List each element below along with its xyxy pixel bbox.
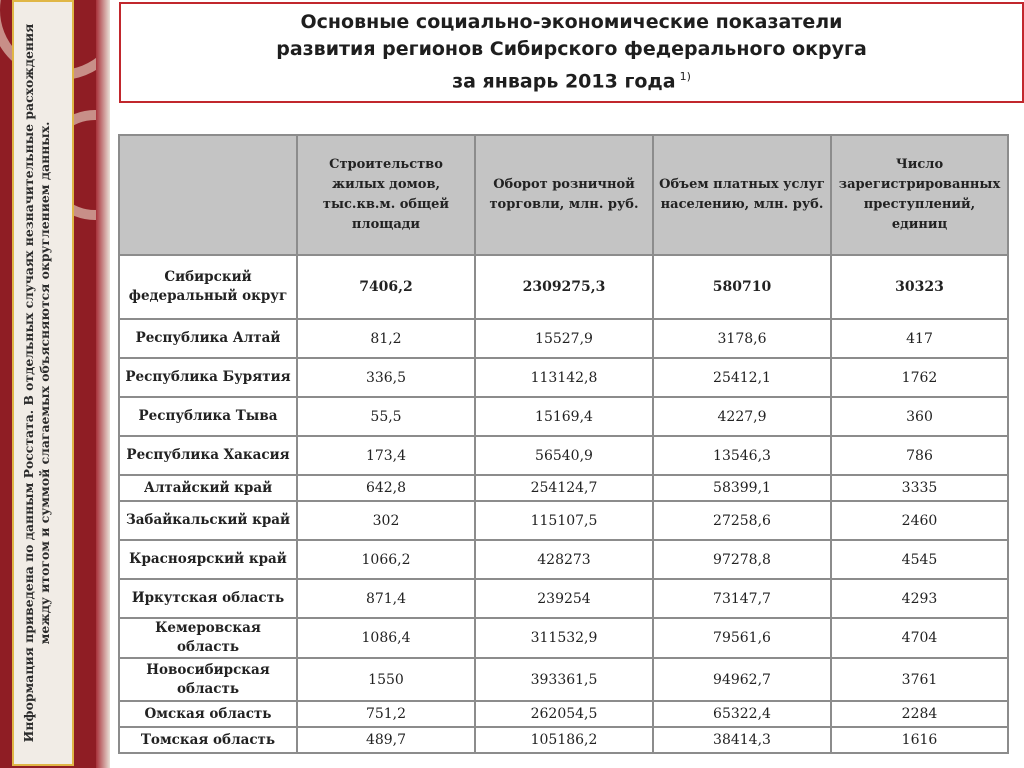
table-row	[119, 727, 1008, 753]
left-decorative-band	[0, 0, 110, 768]
header-housing: Строительство жилых домов, тыс.кв.м. общей площади	[297, 135, 475, 255]
region-name-cell: Республика Алтай	[119, 319, 297, 358]
region-name-cell: Сибирский федеральный округ	[119, 255, 297, 319]
services-value-cell: 13546,3	[653, 436, 831, 475]
services-value-cell: 65322,4	[653, 701, 831, 727]
table-row	[119, 397, 1008, 436]
services-value-cell: 97278,8	[653, 540, 831, 579]
crimes-value-cell: 3761	[831, 658, 1008, 701]
region-name-cell: Кемеровская область	[119, 618, 297, 658]
housing-value-cell: 55,5	[297, 397, 475, 436]
region-name-cell: Забайкальский край	[119, 501, 297, 540]
indicators-table	[118, 134, 1009, 754]
crimes-value-cell: 4704	[831, 618, 1008, 658]
indicators-table-wrapper	[118, 134, 1007, 754]
retail-value-cell: 56540,9	[475, 436, 653, 475]
region-name-cell: Республика Бурятия	[119, 358, 297, 397]
retail-value-cell: 115107,5	[475, 501, 653, 540]
services-value-cell: 94962,7	[653, 658, 831, 701]
retail-value-cell: 105186,2	[475, 727, 653, 753]
services-value-cell: 38414,3	[653, 727, 831, 753]
housing-value-cell: 81,2	[297, 319, 475, 358]
retail-value-cell: 15169,4	[475, 397, 653, 436]
table-header-row	[119, 135, 1008, 255]
region-name-cell: Республика Хакасия	[119, 436, 297, 475]
services-value-cell: 79561,6	[653, 618, 831, 658]
table-row	[119, 255, 1008, 319]
crimes-value-cell: 417	[831, 319, 1008, 358]
slide-title-box	[119, 2, 1024, 103]
housing-value-cell: 1086,4	[297, 618, 475, 658]
band-edge	[96, 0, 110, 768]
table-row	[119, 358, 1008, 397]
crimes-value-cell: 4293	[831, 579, 1008, 618]
crimes-value-cell: 360	[831, 397, 1008, 436]
table-row	[119, 618, 1008, 658]
crimes-value-cell: 30323	[831, 255, 1008, 319]
table-row	[119, 701, 1008, 727]
retail-value-cell: 2309275,3	[475, 255, 653, 319]
header-services: Объем платных услуг населению, млн. руб.	[653, 135, 831, 255]
table-row	[119, 475, 1008, 501]
table-row	[119, 436, 1008, 475]
crimes-value-cell: 3335	[831, 475, 1008, 501]
crimes-value-cell: 4545	[831, 540, 1008, 579]
services-value-cell: 73147,7	[653, 579, 831, 618]
crimes-value-cell: 2284	[831, 701, 1008, 727]
retail-value-cell: 428273	[475, 540, 653, 579]
retail-value-cell: 311532,9	[475, 618, 653, 658]
services-value-cell: 4227,9	[653, 397, 831, 436]
side-note-text: Информация приведена по данным Росстата. В отдельных случаях незначительные расхождения между итогом и суммой слагаемых объясняются округлением данных.	[21, 23, 52, 743]
retail-value-cell: 393361,5	[475, 658, 653, 701]
table-row	[119, 319, 1008, 358]
retail-value-cell: 239254	[475, 579, 653, 618]
title-line-3-text: за январь 2013 года	[452, 70, 676, 93]
housing-value-cell: 751,2	[297, 701, 475, 727]
region-name-cell: Республика Тыва	[119, 397, 297, 436]
title-line-1: Основные социально-экономические показатели	[300, 11, 843, 34]
housing-value-cell: 336,5	[297, 358, 475, 397]
crimes-value-cell: 1616	[831, 727, 1008, 753]
region-name-cell: Красноярский край	[119, 540, 297, 579]
housing-value-cell: 489,7	[297, 727, 475, 753]
retail-value-cell: 254124,7	[475, 475, 653, 501]
crimes-value-cell: 1762	[831, 358, 1008, 397]
housing-value-cell: 1066,2	[297, 540, 475, 579]
services-value-cell: 58399,1	[653, 475, 831, 501]
header-retail: Оборот розничной торговли, млн. руб.	[475, 135, 653, 255]
housing-value-cell: 7406,2	[297, 255, 475, 319]
table-row	[119, 658, 1008, 701]
header-region	[119, 135, 297, 255]
housing-value-cell: 871,4	[297, 579, 475, 618]
region-name-cell: Алтайский край	[119, 475, 297, 501]
services-value-cell: 3178,6	[653, 319, 831, 358]
services-value-cell: 580710	[653, 255, 831, 319]
crimes-value-cell: 786	[831, 436, 1008, 475]
region-name-cell: Омская область	[119, 701, 297, 727]
table-row	[119, 579, 1008, 618]
services-value-cell: 25412,1	[653, 358, 831, 397]
title-line-2: развития регионов Сибирского федерального округа	[276, 38, 867, 61]
region-name-cell: Новосибирская область	[119, 658, 297, 701]
title-line-3	[452, 63, 691, 95]
table-row	[119, 540, 1008, 579]
header-crimes: Число зарегистрированных преступлений, единиц	[831, 135, 1008, 255]
housing-value-cell: 642,8	[297, 475, 475, 501]
housing-value-cell: 173,4	[297, 436, 475, 475]
housing-value-cell: 1550	[297, 658, 475, 701]
crimes-value-cell: 2460	[831, 501, 1008, 540]
retail-value-cell: 15527,9	[475, 319, 653, 358]
table-row	[119, 501, 1008, 540]
region-name-cell: Томская область	[119, 727, 297, 753]
region-name-cell: Иркутская область	[119, 579, 297, 618]
retail-value-cell: 262054,5	[475, 701, 653, 727]
retail-value-cell: 113142,8	[475, 358, 653, 397]
housing-value-cell: 302	[297, 501, 475, 540]
footnote-mark: 1)	[679, 70, 691, 84]
services-value-cell: 27258,6	[653, 501, 831, 540]
